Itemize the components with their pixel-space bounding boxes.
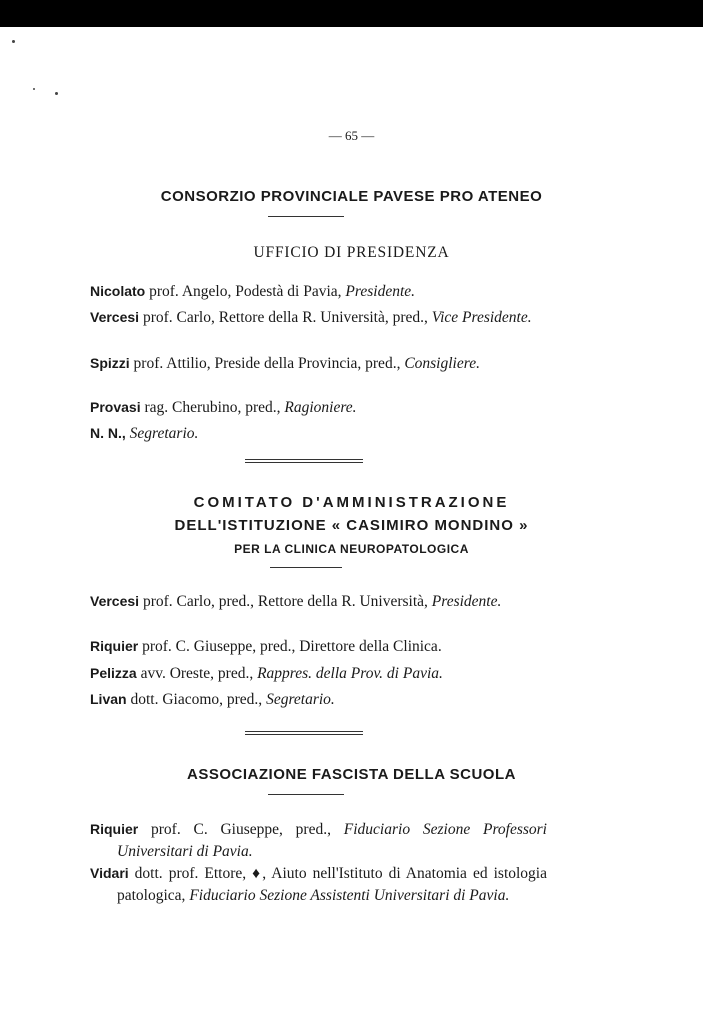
member-name: Vercesi bbox=[90, 593, 140, 609]
list-item bbox=[90, 862, 547, 907]
member-role: Fiduciario Sezione Assistenti Universitari di Pavia. bbox=[189, 887, 510, 904]
member-name: Spizzi bbox=[90, 355, 130, 371]
member-role: Consigliere. bbox=[404, 355, 480, 372]
scan-speck bbox=[55, 92, 58, 95]
section-divider bbox=[245, 731, 363, 735]
member-details: prof. Attilio, Preside della Provincia, pred., bbox=[129, 355, 405, 372]
page-number: — 65 — bbox=[328, 128, 375, 143]
list-item bbox=[90, 590, 547, 613]
section-title-comitato: COMITATO D'AMMINISTRAZIONE bbox=[193, 494, 510, 511]
member-role: Fiduciario Sezione Professori Universitari di Pavia. bbox=[117, 821, 547, 860]
member-name: Riquier bbox=[90, 821, 139, 837]
short-rule bbox=[268, 794, 344, 795]
member-name: Pelizza bbox=[90, 665, 137, 681]
list-item bbox=[90, 688, 547, 711]
member-details: prof. C. Giuseppe, pred., bbox=[138, 821, 344, 838]
member-details: dott. prof. Ettore, ♦, Aiuto nell'Istituto di Anatomia ed istologia patologica, bbox=[117, 865, 547, 904]
member-name: Vidari bbox=[90, 865, 129, 881]
member-name: Riquier bbox=[90, 638, 139, 654]
section-divider bbox=[245, 459, 363, 463]
list-item bbox=[90, 635, 547, 658]
member-role: Presidente. bbox=[345, 283, 416, 300]
section-title-istituzione: DELL'ISTITUZIONE « CASIMIRO MONDINO » bbox=[174, 517, 529, 534]
member-details: prof. Carlo, Rettore della R. Università, pred., bbox=[139, 309, 432, 326]
member-name: N. N., bbox=[90, 425, 126, 441]
list-item bbox=[90, 280, 547, 303]
list-item bbox=[90, 662, 547, 685]
member-role: Presidente. bbox=[431, 593, 502, 610]
list-item bbox=[90, 396, 547, 419]
section-title-consorzio: CONSORZIO PROVINCIALE PAVESE PRO ATENEO bbox=[160, 188, 543, 205]
section-title-associazione: ASSOCIAZIONE FASCISTA DELLA SCUOLA bbox=[187, 766, 516, 783]
member-details: prof. Angelo, Podestà di Pavia, bbox=[145, 283, 346, 300]
section-subtitle: PER LA CLINICA NEUROPATOLOGICA bbox=[234, 542, 469, 556]
list-item bbox=[90, 818, 547, 863]
member-role: Ragioniere. bbox=[284, 399, 357, 416]
member-name: Livan bbox=[90, 691, 127, 707]
office-heading: UFFICIO DI PRESIDENZA bbox=[253, 244, 450, 261]
member-details: avv. Oreste, pred., bbox=[136, 665, 258, 682]
list-item bbox=[90, 306, 547, 329]
member-details: dott. Giacomo, pred., bbox=[126, 691, 267, 708]
member-details: rag. Cherubino, pred., bbox=[140, 399, 285, 416]
list-item bbox=[90, 422, 547, 445]
member-role: Rappres. della Prov. di Pavia. bbox=[257, 665, 443, 682]
member-name: Provasi bbox=[90, 399, 141, 415]
member-role: Vice Presidente. bbox=[431, 309, 532, 326]
list-item bbox=[90, 352, 547, 375]
member-name: Nicolato bbox=[90, 283, 146, 299]
scan-speck bbox=[12, 40, 15, 43]
short-rule bbox=[268, 216, 344, 217]
scan-top-edge bbox=[0, 0, 703, 27]
member-name: Vercesi bbox=[90, 309, 140, 325]
member-details: prof. C. Giuseppe, pred., Direttore della Clinica. bbox=[138, 638, 442, 655]
member-role: Segretario. bbox=[266, 691, 335, 708]
short-rule bbox=[270, 567, 342, 568]
scan-speck bbox=[33, 88, 35, 90]
member-details: prof. Carlo, pred., Rettore della R. Università, bbox=[139, 593, 432, 610]
member-role: Segretario. bbox=[129, 425, 199, 442]
